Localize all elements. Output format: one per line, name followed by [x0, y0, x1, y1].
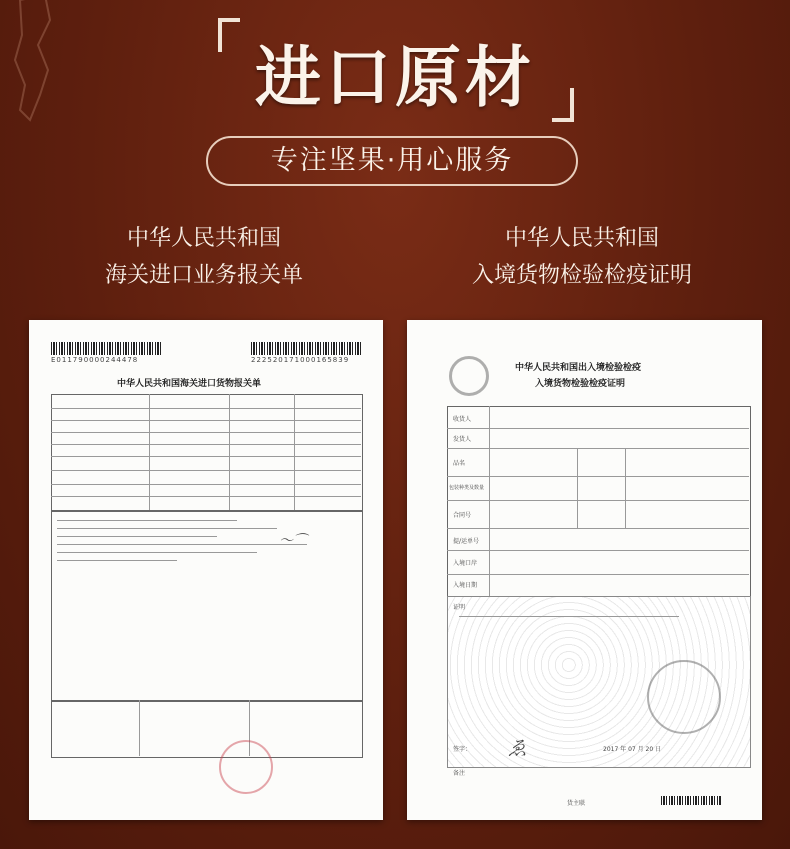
ciq-logo-icon: [449, 356, 489, 396]
goods-label: 品名: [453, 460, 466, 467]
package-label: 包装种类及数量: [449, 485, 485, 491]
caption-left-line1: 中华人民共和国: [126, 226, 281, 251]
caption-customs-declaration: [34, 220, 374, 294]
page-title: 进口原材: [255, 39, 535, 116]
customs-form-footer: [51, 700, 363, 758]
inspector-signature: ゑ: [507, 736, 527, 760]
inspection-seal: [647, 660, 721, 734]
owner-copy-label: 货主联: [567, 800, 586, 807]
customs-stamp: [219, 740, 273, 794]
consignee-label: 收货人: [453, 416, 472, 423]
customs-signature: 〜⌒: [279, 533, 307, 549]
caption-right-line1: 中华人民共和国: [504, 226, 659, 251]
customs-form-title: 中华人民共和国海关进口货物报关单: [117, 379, 262, 389]
inspection-certificate-document: [407, 320, 762, 820]
barcode-left-number: E011790000244478: [51, 356, 139, 364]
certificate-title-line1: 中华人民共和国出入境检验检疫: [515, 363, 642, 373]
barcode-right-number: 222520171000165839: [251, 356, 350, 364]
entry-port-label: 入境口岸: [453, 560, 478, 567]
shipper-label: 发货人: [453, 436, 472, 443]
certificate-title-line2: 入境货物检验检疫证明: [535, 379, 626, 389]
bl-label: 提/运单号: [453, 538, 480, 545]
signature-label: 签字：: [453, 746, 472, 753]
barcode-right: [251, 342, 361, 355]
issue-date: 2017 年 07 月 20 日: [603, 746, 662, 753]
caption-left-line2: 海关进口业务报关单: [104, 263, 303, 288]
proof-label: 证明: [453, 604, 466, 611]
customs-declaration-document: [29, 320, 383, 820]
barcode-left: [51, 342, 161, 355]
customs-form-header-grid: [51, 394, 363, 512]
customs-form-body: [51, 510, 363, 702]
certificate-barcode: [661, 796, 721, 805]
remark-label: 备注: [453, 770, 466, 777]
subtitle-pill: 专注坚果·用心服务: [206, 136, 578, 186]
contract-label: 合同号: [453, 512, 472, 519]
entry-date-label: 入境日期: [453, 582, 478, 589]
certificate-info-grid: [447, 406, 751, 598]
caption-inspection-certificate: [412, 220, 752, 294]
caption-right-line2: 入境货物检验检疫证明: [471, 263, 692, 288]
